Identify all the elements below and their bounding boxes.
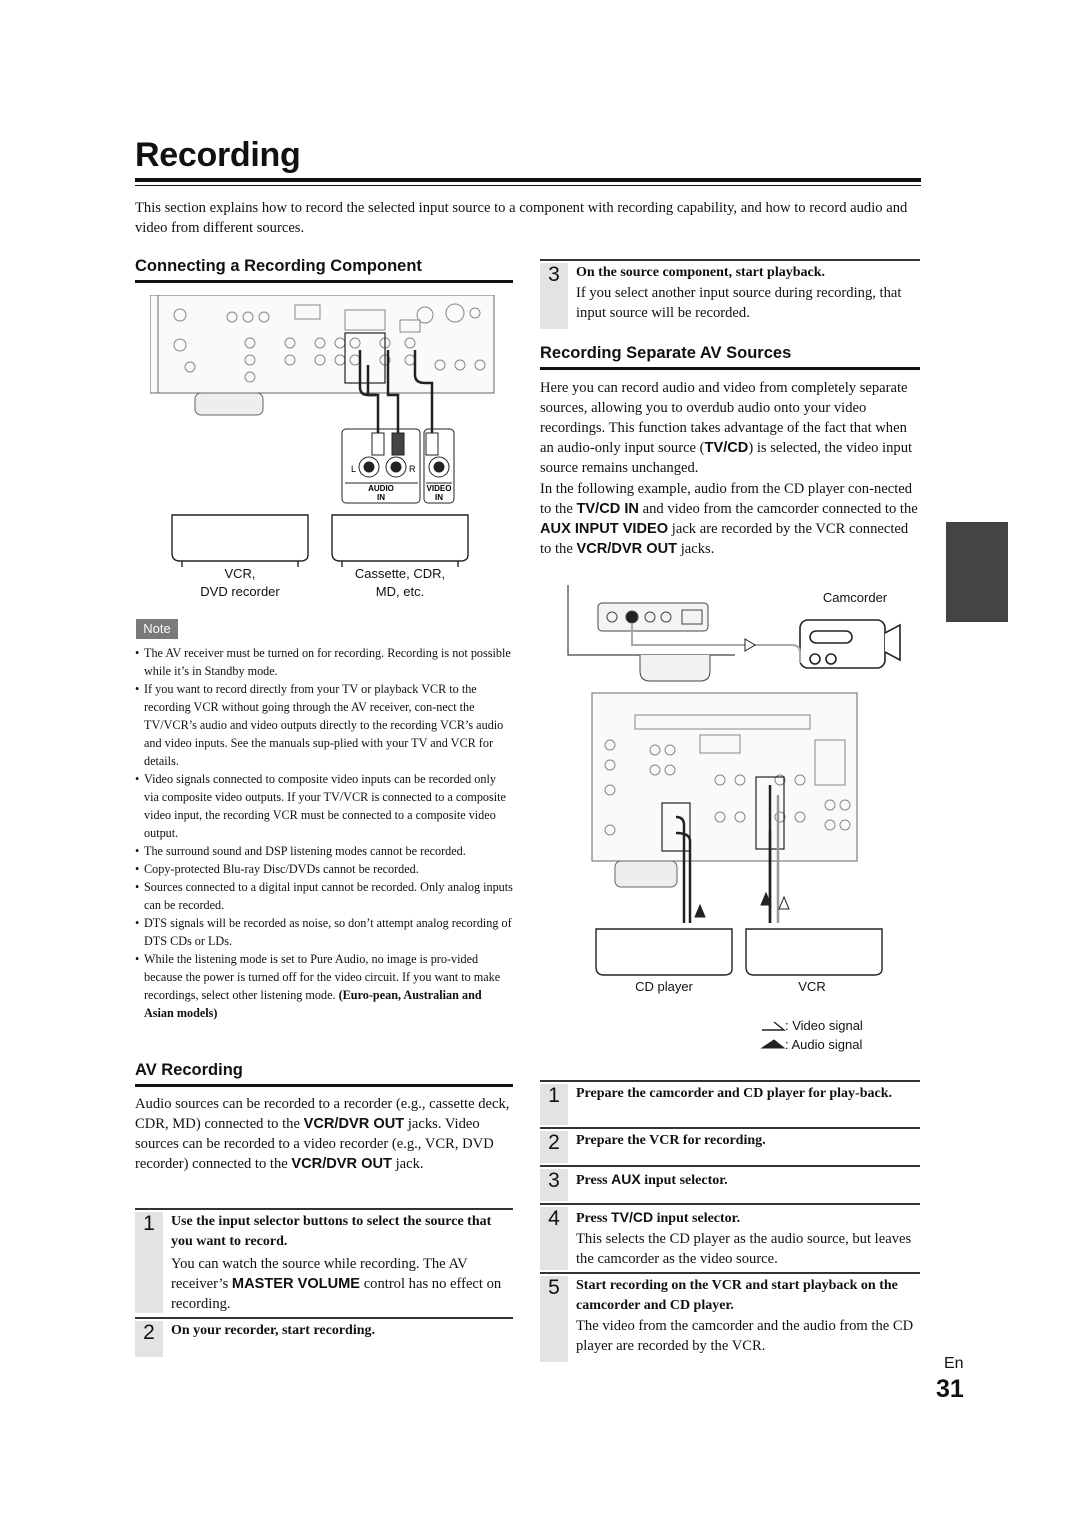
av-p-key: VCR/DVR OUT — [303, 1116, 405, 1132]
step-heading: On the source component, start playback. — [576, 265, 826, 280]
sep-step-3 — [540, 1169, 920, 1201]
av-step-1 — [135, 1212, 513, 1313]
page-number: 31 — [936, 1375, 964, 1403]
step-number: 1 — [143, 1212, 155, 1235]
signal-legend-icons — [760, 1018, 786, 1052]
av-step-2 — [135, 1321, 513, 1357]
step-number: 5 — [548, 1276, 560, 1299]
note-badge: Note — [136, 619, 178, 639]
separate-paragraph-1 — [540, 378, 920, 478]
step-number: 2 — [548, 1131, 560, 1154]
sep-text: jack are recorded by the VCR connected to the — [540, 521, 909, 557]
note-item: • The AV receiver must be turned on for recording. Recording is not possible while it’s in Standby mode. — [135, 644, 513, 680]
step-head-text: Press — [576, 1211, 608, 1226]
step-rule — [540, 1272, 920, 1274]
camcorder-label: Camcorder — [822, 590, 888, 605]
separate-heading: Recording Separate AV Sources — [540, 344, 792, 362]
recorder-device-boxes — [172, 515, 468, 567]
sep-step-2 — [540, 1131, 920, 1163]
note-item: • DTS signals will be recorded as noise, so don’t attempt analog recording of DTS CDs or LDs. — [135, 914, 513, 950]
receiver-front-panel — [568, 585, 735, 681]
video-in-label: VIDEO — [426, 484, 452, 493]
connecting-heading-rule — [135, 280, 513, 283]
page-title: Recording — [135, 136, 301, 174]
step-number: 3 — [548, 1169, 560, 1192]
separate-av-diagram — [560, 585, 910, 980]
step-rule — [540, 1203, 920, 1205]
step-rule — [135, 1208, 513, 1210]
step-heading — [576, 1169, 920, 1191]
step-body-text: control has no effect on recording. — [171, 1276, 502, 1312]
step-body-text: You can watch the source while recording. The AV receiver’s — [171, 1256, 468, 1292]
sep-step-5 — [540, 1276, 920, 1362]
step-head-text: input selector. — [644, 1173, 728, 1188]
av-p-text: jack. — [395, 1156, 424, 1172]
note-last-bold: (Euro-pean, Australian and Asian models) — [144, 988, 482, 1020]
sep-text: In the following example, audio from the CD player con-nected to the — [540, 481, 913, 517]
separate-paragraph-2 — [540, 479, 920, 559]
separate-heading-rule — [540, 367, 920, 370]
legend-audio: : Audio signal — [785, 1037, 863, 1052]
device2-caption-line2: MD, etc. — [375, 584, 425, 599]
title-rule-thin — [135, 185, 921, 186]
step-rule — [540, 1127, 920, 1129]
av-recording-heading: AV Recording — [135, 1061, 243, 1079]
step-number: 1 — [548, 1084, 560, 1107]
sep-text: ) is selected, the video input source remains unchanged. — [540, 440, 913, 476]
camcorder-icon — [800, 620, 900, 668]
device1-caption-line1: VCR, — [224, 566, 256, 581]
step-body: This selects the CD player as the audio source, but leaves the camcorder as the video source. — [576, 1231, 912, 1267]
step-heading: Prepare the VCR for recording. — [576, 1133, 766, 1148]
step-head-key: TV/CD — [611, 1209, 654, 1225]
sep-step-1 — [540, 1084, 920, 1125]
legend-video: : Video signal — [785, 1018, 863, 1033]
jack-l-label: L — [351, 464, 357, 474]
sep-text: and video from the camcorder connected to the — [642, 501, 918, 517]
recording-component-diagram — [150, 295, 500, 605]
note-item: • If you want to record directly from your TV or playback VCR to the recording VCR without going through the AV receiver, con-nect the TV/VCR’s audio and video outputs directly to the recording VCR’s audio and video inputs. See the manuals sup-plied with your TV and VCR for details. — [135, 680, 513, 770]
step-body: The video from the camcorder and the audio from the CD player are recorded by the VCR. — [576, 1318, 914, 1354]
audio-in-label: AUDIO — [368, 484, 394, 493]
step-rule — [135, 1317, 513, 1319]
sep-key: VCR/DVR OUT — [576, 541, 678, 557]
sep-key: TV/CD — [704, 440, 749, 456]
step-number: 2 — [143, 1321, 155, 1344]
step-body — [171, 1254, 513, 1314]
av-p-text: Audio sources can be recorded to a recorder (e.g., cassette deck, CDR, MD) connected to the — [135, 1096, 510, 1132]
step-body: If you select another input source during recording, that input source will be recorded. — [576, 285, 902, 321]
receiver-back-panel — [150, 295, 494, 415]
cd-vcr-boxes — [596, 929, 882, 975]
sep-step-4 — [540, 1207, 920, 1270]
step-rule — [540, 1165, 920, 1167]
vcr-label: VCR — [798, 979, 826, 994]
step-rule — [540, 1080, 920, 1082]
step-number: 3 — [548, 263, 560, 286]
step-head-text: Press — [576, 1173, 608, 1188]
device1-caption-line2: DVD recorder — [200, 584, 280, 599]
note-last-text: While the listening mode is set to Pure Audio, no image is pro-vided because the power is turned off for the video circuit. If you want to make recordings, select other listening mode. — [144, 952, 501, 1002]
language-label: En — [944, 1355, 964, 1372]
cd-player-label: CD player — [635, 979, 693, 994]
step-body-key: MASTER VOLUME — [231, 1276, 361, 1292]
note-list — [135, 644, 513, 1022]
av-recording-paragraph — [135, 1094, 513, 1174]
sep-key: TV/CD IN — [576, 501, 639, 517]
section-tab — [946, 522, 1008, 622]
device2-caption-line1: Cassette, CDR, — [354, 566, 446, 581]
av-recording-heading-rule — [135, 1084, 513, 1087]
audio-in-label-2: IN — [377, 493, 385, 502]
sep-text: Here you can record audio and video from completely separate sources, allowing you to overdub audio onto your video recordings. This function takes advantage of the fact that when an audio-only input source ( — [540, 380, 908, 456]
step-rule — [540, 259, 920, 261]
step-heading — [576, 1207, 920, 1229]
av-p-text: jacks. Video sources can be recorded to a video recorder (e.g., VCR, DVD recorder) connected to the — [135, 1116, 494, 1172]
step-head-key: AUX — [611, 1171, 641, 1187]
sep-key: AUX INPUT VIDEO — [540, 521, 669, 537]
step-heading: Start recording on the VCR and start playback on the camcorder and CD player. — [576, 1278, 898, 1313]
intro-paragraph: This section explains how to record the selected input source to a component with recording capability, and how to record audio and video from different sources. — [135, 200, 908, 236]
receiver-back-panel — [592, 693, 857, 887]
signal-arrows — [695, 893, 789, 917]
note-item: • Copy-protected Blu-ray Disc/DVDs cannot be recorded. — [135, 860, 513, 878]
title-rule — [135, 178, 921, 182]
sep-text: jacks. — [680, 541, 715, 557]
step-heading: Use the input selector buttons to select the source that you want to record. — [171, 1214, 492, 1249]
step-heading: On your recorder, start recording. — [171, 1323, 376, 1338]
step-number: 4 — [548, 1207, 560, 1230]
video-in-label-2: IN — [435, 493, 443, 502]
step-heading: Prepare the camcorder and CD player for play-back. — [576, 1086, 893, 1101]
video-signal-icon — [762, 1022, 784, 1030]
av-p-key: VCR/DVR OUT — [291, 1156, 392, 1172]
step-head-text: input selector. — [656, 1211, 741, 1226]
note-item — [135, 950, 513, 1022]
note-item: • Sources connected to a digital input cannot be recorded. Only analog inputs can be recorded. — [135, 878, 513, 914]
note-item: • The surround sound and DSP listening modes cannot be recorded. — [135, 842, 513, 860]
jack-r-label: R — [409, 464, 416, 474]
connecting-heading: Connecting a Recording Component — [135, 257, 422, 275]
note-item: • Video signals connected to composite video inputs can be recorded only via composite video outputs. If your TV/VCR is connected to a composite video input, the recording VCR must be connected to a composite video output. — [135, 770, 513, 842]
audio-signal-icon — [762, 1040, 784, 1048]
av-step-3 — [540, 263, 920, 329]
